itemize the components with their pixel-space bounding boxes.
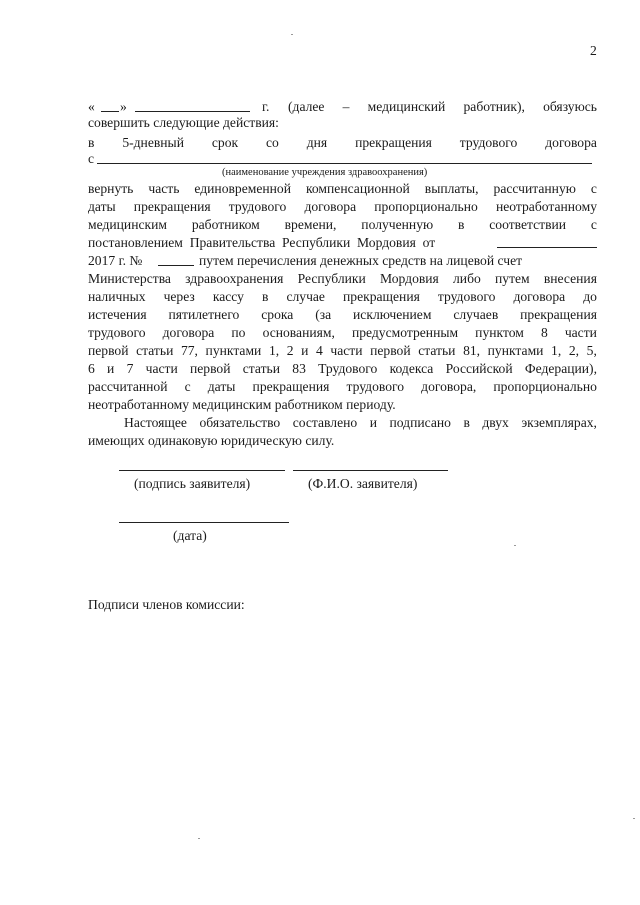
body-word: 2 [286,343,294,358]
body-word: здравоохранения [185,271,284,286]
body-word: либо [453,271,481,286]
body-word: компенсационной [305,181,410,196]
body-word: пунктом [475,325,524,340]
body-word: прекращения [520,307,597,322]
body-word: договора, [421,379,477,394]
body-word: внесения [543,271,597,286]
closing-line-2: имеющих одинаковую юридическую силу. [88,433,335,448]
body-word: 81, [463,343,481,358]
body-word: трудового [228,199,287,214]
body-word: пятилетнего [168,307,240,322]
intro-word: – [342,99,350,114]
body-word: с [590,181,597,196]
body-word: Мордовия [379,271,439,286]
term-word: со [265,135,279,150]
body-line-5: путем перечисления денежных средств на лицевой счет [199,253,523,268]
open-quote: « [88,99,95,114]
body-line-3 [88,218,597,232]
institution-blank-line [97,163,592,164]
day-blank-line [101,111,119,112]
body-word: кодекса [389,361,434,376]
date-line [119,522,289,523]
body-word: выплаты, [424,181,479,196]
intro-word: медицинский [367,99,446,114]
body-word: прекращения [252,379,330,394]
signature-line [119,470,285,471]
body-word: Республики [297,271,366,286]
body-line-12 [88,380,597,394]
body-word: исключением [353,307,432,322]
body-word: с [590,217,597,232]
body-word: 77, [180,343,198,358]
body-line-9 [88,326,597,340]
body-word: срока [261,307,294,322]
closing-line-1 [124,416,597,430]
closing-word: обязательство [199,415,281,430]
body-word: 8 [540,325,548,340]
body-word: первой [370,343,411,358]
body-word: часть [148,181,180,196]
decree-year: 2017 г. № [88,253,143,268]
intro-line-1 [288,100,597,114]
body-word: 4 [316,343,323,358]
body-word: пропорционально [374,199,478,214]
intro-word: обязуюсь [543,99,597,114]
body-word: 2, [568,343,580,358]
body-word: соответствии [489,217,567,232]
body-line-8 [88,308,597,322]
body-word: случаев [453,307,499,322]
decree-date-blank-line [497,247,597,248]
body-word: времени, [284,217,337,232]
closing-word: двух [482,415,509,430]
body-word: пунктами [205,343,262,358]
body-word: предусмотренным [351,325,459,340]
body-word: 1, [268,343,280,358]
commission-label: Подписи членов комиссии: [88,597,245,612]
body-word: части [145,361,178,376]
body-word: даты [207,379,236,394]
term-line [88,136,597,150]
body-word: прекращения [343,289,420,304]
body-word: истечения [88,307,147,322]
scan-speck [514,545,516,546]
signature-caption: (подпись заявителя) [134,476,251,491]
body-word: работником [191,217,260,232]
body-word: статьи [242,361,281,376]
body-line-4: постановлением Правительства Республики Мордовия от [88,235,436,250]
body-word: через [163,289,195,304]
body-word: части [330,343,363,358]
body-word: статьи [418,343,456,358]
body-word: даты [88,199,116,214]
term-word: срок [211,135,239,150]
closing-word: в [463,415,470,430]
body-word: трудового [88,325,146,340]
body-word: Российской [445,361,513,376]
scan-speck [198,838,200,839]
term-word: трудового [459,135,518,150]
body-word: в [458,217,465,232]
term-word: в [88,135,95,150]
body-word: первой [190,361,231,376]
closing-word: подписано [389,415,451,430]
close-quote: » [120,99,127,114]
term-word: дня [306,135,328,150]
scan-speck [633,818,635,819]
body-word: неотработанному [495,199,597,214]
body-word: наличных [88,289,146,304]
body-word: 7 [126,361,134,376]
body-word: статьи [136,343,174,358]
intro-word: работник), [463,99,525,114]
body-word: медицинским [88,217,167,232]
closing-word: экземплярах, [521,415,597,430]
intro-line-2: совершить следующие действия: [88,115,279,130]
name-line [293,470,448,471]
body-word: трудового [437,289,496,304]
closing-word: Настоящее [124,415,187,430]
body-line-13: неотработанному медицинским работником периоду. [88,397,396,412]
body-word: Трудового [318,361,378,376]
body-line-6 [88,272,597,286]
year-suffix: г. [262,99,270,114]
term-word: договора [545,135,597,150]
body-line-10 [88,344,597,358]
term-word: 5-дневный [122,135,184,150]
body-word: и [107,361,115,376]
intro-word: (далее [288,99,325,114]
body-word: 6 [88,361,95,376]
body-word: случае [286,289,325,304]
body-word: договора [304,199,357,214]
term-word: прекращения [355,135,432,150]
body-word: договора [162,325,215,340]
body-word: части [564,325,597,340]
body-word: Федерации), [524,361,597,376]
body-word: прекращения [133,199,211,214]
body-word: Министерства [88,271,171,286]
body-word: путем [495,271,530,286]
body-line-7 [88,290,597,304]
scan-speck [291,34,293,35]
body-word: трудового [346,379,405,394]
body-word: единовременной [194,181,291,196]
name-caption: (Ф.И.О. заявителя) [308,476,418,491]
body-word: рассчитанной [88,379,168,394]
body-line-11 [88,362,597,376]
body-word: первой [88,343,129,358]
body-word: и [301,343,309,358]
body-word: пунктами [487,343,544,358]
body-word: 1, [551,343,562,358]
body-word: (за [315,307,332,322]
month-blank-line [135,111,250,112]
body-line-1 [88,182,597,196]
decree-number-blank-line [158,265,194,266]
body-word: 83 [292,361,306,376]
date-caption: (дата) [173,528,207,543]
term-with: с [88,151,95,166]
body-line-2 [88,200,597,214]
page-number: 2 [590,43,597,58]
body-word: кассу [212,289,244,304]
body-word: полученную [361,217,434,232]
closing-word: и [369,415,377,430]
body-word: пропорционально [493,379,597,394]
body-word: 5, [586,343,597,358]
body-word: до [583,289,597,304]
body-word: с [184,379,191,394]
body-word: в [262,289,269,304]
body-word: по [231,325,246,340]
closing-word: составлено [292,415,358,430]
body-word: рассчитанную [493,181,576,196]
body-word: договора [513,289,566,304]
body-word: вернуть [88,181,134,196]
body-word: основаниям, [262,325,335,340]
institution-caption: (наименование учреждения здравоохранения) [222,167,428,178]
